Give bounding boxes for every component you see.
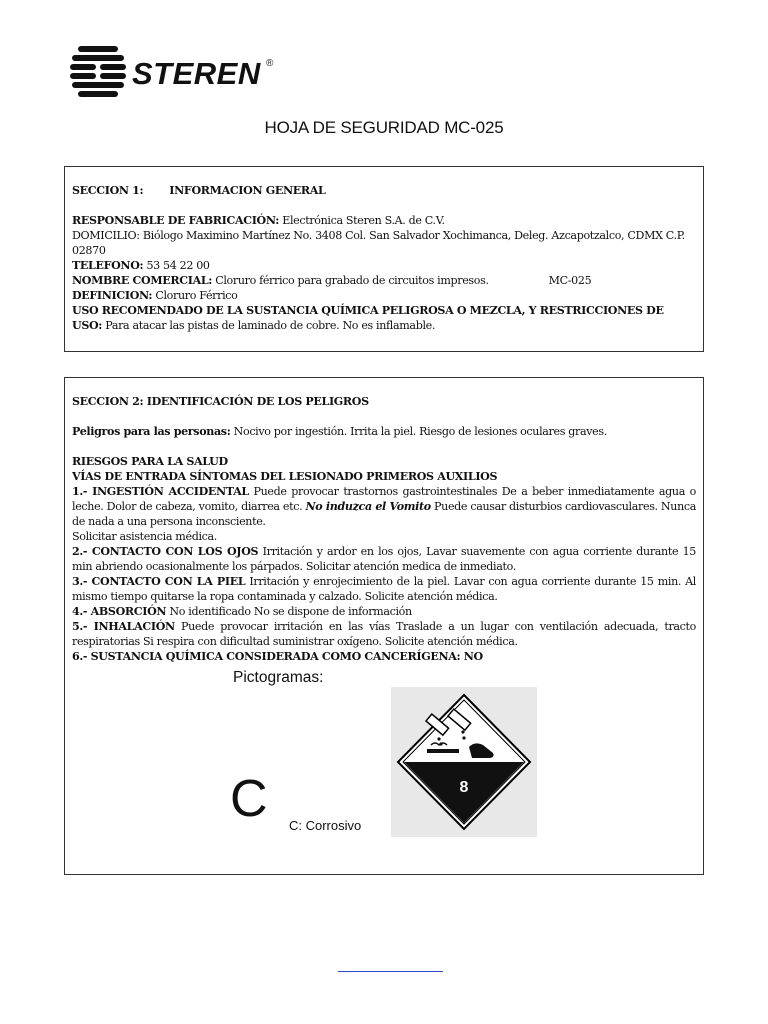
item-1-text-a: Puede provocar trastornos gastrointestinales De a beber inmediatamente agua o leche. Dolor de cabeza, vomito, diarrea etc. [72, 485, 696, 513]
item-4-label: 4.- ABSORCIÓN [72, 605, 167, 618]
riesgos-heading [72, 454, 696, 469]
uso-label: USO RECOMENDADO DE LA SUSTANCIA QUÍMICA PELIGROSA O MEZCLA, Y RESTRICCIONES DE USO: [72, 304, 664, 332]
registered-mark: ® [266, 58, 274, 69]
item-1-emphasis: No induzca el Vomito [305, 500, 431, 513]
uso-row [72, 303, 696, 333]
item-1-label: 1.- INGESTIÓN ACCIDENTAL [72, 485, 249, 498]
item-4 [72, 604, 696, 619]
item-3-label: 3.- CONTACTO CON LA PIEL [72, 575, 246, 588]
vias-title: VÍAS DE ENTRADA SÍNTOMAS DEL LESIONADO PRIMEROS AUXILIOS [72, 470, 498, 483]
item-6 [72, 649, 696, 664]
item-1 [72, 484, 696, 529]
domicilio-row: DOMICILIO: Biólogo Maximino Martínez No. 3408 Col. San Salvador Xochimanca, Deleg. Azcapotzalco, CDMX C.P. 02870 [72, 229, 685, 257]
pictograms-title: Pictogramas: [233, 669, 324, 686]
item-4-text: No identificado No se dispone de información [166, 605, 412, 618]
item-2 [72, 544, 696, 574]
section-1-title: INFORMACION GENERAL [169, 184, 326, 197]
definicion-label: DEFINICION: [72, 289, 153, 302]
uso-value: Para atacar las pistas de laminado de cobre. No es inflamable. [102, 319, 436, 332]
nombre-comercial-row [72, 273, 696, 288]
steren-logo-icon [70, 44, 126, 100]
section-1-box [64, 166, 704, 352]
nombre-comercial-value: Cloruro férrico para grabado de circuitos impresos. [212, 274, 489, 287]
footer-link[interactable] [338, 971, 443, 972]
responsable-value: Electrónica Steren S.A. de C.V. [279, 214, 445, 227]
definicion-value: Cloruro Férrico [152, 289, 238, 302]
pictograms-area [65, 668, 703, 874]
item-3-text: Irritación y enrojecimiento de la piel. Lavar con agua corriente durante 15 min. Al mismo tiempo quitarse la ropa contaminada y calzado. Solicite atención médica. [72, 575, 696, 603]
responsable-label: RESPONSABLE DE FABRICACIÓN: [72, 214, 280, 227]
telefono-row [72, 258, 696, 273]
hazard-label: C: Corrosivo [289, 818, 362, 833]
responsable-row [72, 213, 696, 228]
item-1-text-b: Puede causar disturbios cardiovasculares. Nunca de nada a una persona inconsciente. [72, 500, 696, 528]
steren-logo [70, 44, 290, 100]
nombre-comercial-label: NOMBRE COMERCIAL: [72, 274, 213, 287]
item-3 [72, 574, 696, 604]
class-number: 8 [459, 779, 469, 796]
item-5 [72, 619, 696, 649]
item-5-label: 5.- INHALACIÓN [72, 620, 175, 633]
section-2-title: SECCION 2: IDENTIFICACIÓN DE LOS PELIGROS [72, 395, 369, 408]
telefono-label: TELEFONO: [72, 259, 144, 272]
hazard-letter: C [230, 770, 268, 828]
product-code: MC-025 [548, 274, 592, 287]
section-1-heading [72, 183, 696, 198]
corrosive-hazard-diamond-icon [391, 687, 537, 837]
section-2-content [72, 394, 696, 664]
item-5-text: Puede provocar irritación en las vías Traslade a un lugar con ventilación adecuada, tracto respiratorias Si respira con dificultad suministrar oxígeno. Solicite atención médica. [72, 620, 696, 648]
telefono-value: 53 54 22 00 [143, 259, 210, 272]
brand-name: STEREN [132, 56, 261, 91]
peligros-row [72, 424, 696, 439]
section-1-content [72, 183, 696, 333]
peligros-value: Nocivo por ingestión. Irrita la piel. Riesgo de lesiones oculares graves. [230, 425, 607, 438]
vias-heading [72, 469, 696, 484]
peligros-label: Peligros para las personas: [72, 425, 231, 438]
item-2-label: 2.- CONTACTO CON LOS OJOS [72, 545, 259, 558]
section-2-heading [72, 394, 696, 409]
definicion-row [72, 288, 696, 303]
item-2-text: Irritación y ardor en los ojos, Lavar suavemente con agua corriente durante 15 min abriendo ocasionalmente los párpados. Solicitar atención medica de inmediato. [72, 545, 696, 573]
riesgos-title: RIESGOS PARA LA SALUD [72, 455, 228, 468]
section-2-box [64, 377, 704, 875]
item-1-footer: Solicitar asistencia médica. [72, 530, 217, 543]
document-title: HOJA DE SEGURIDAD MC-025 [264, 118, 504, 137]
item-6-text: 6.- SUSTANCIA QUÍMICA CONSIDERADA COMO CANCERÍGENA: NO [72, 650, 483, 663]
section-1-number: SECCION 1: [72, 184, 144, 197]
